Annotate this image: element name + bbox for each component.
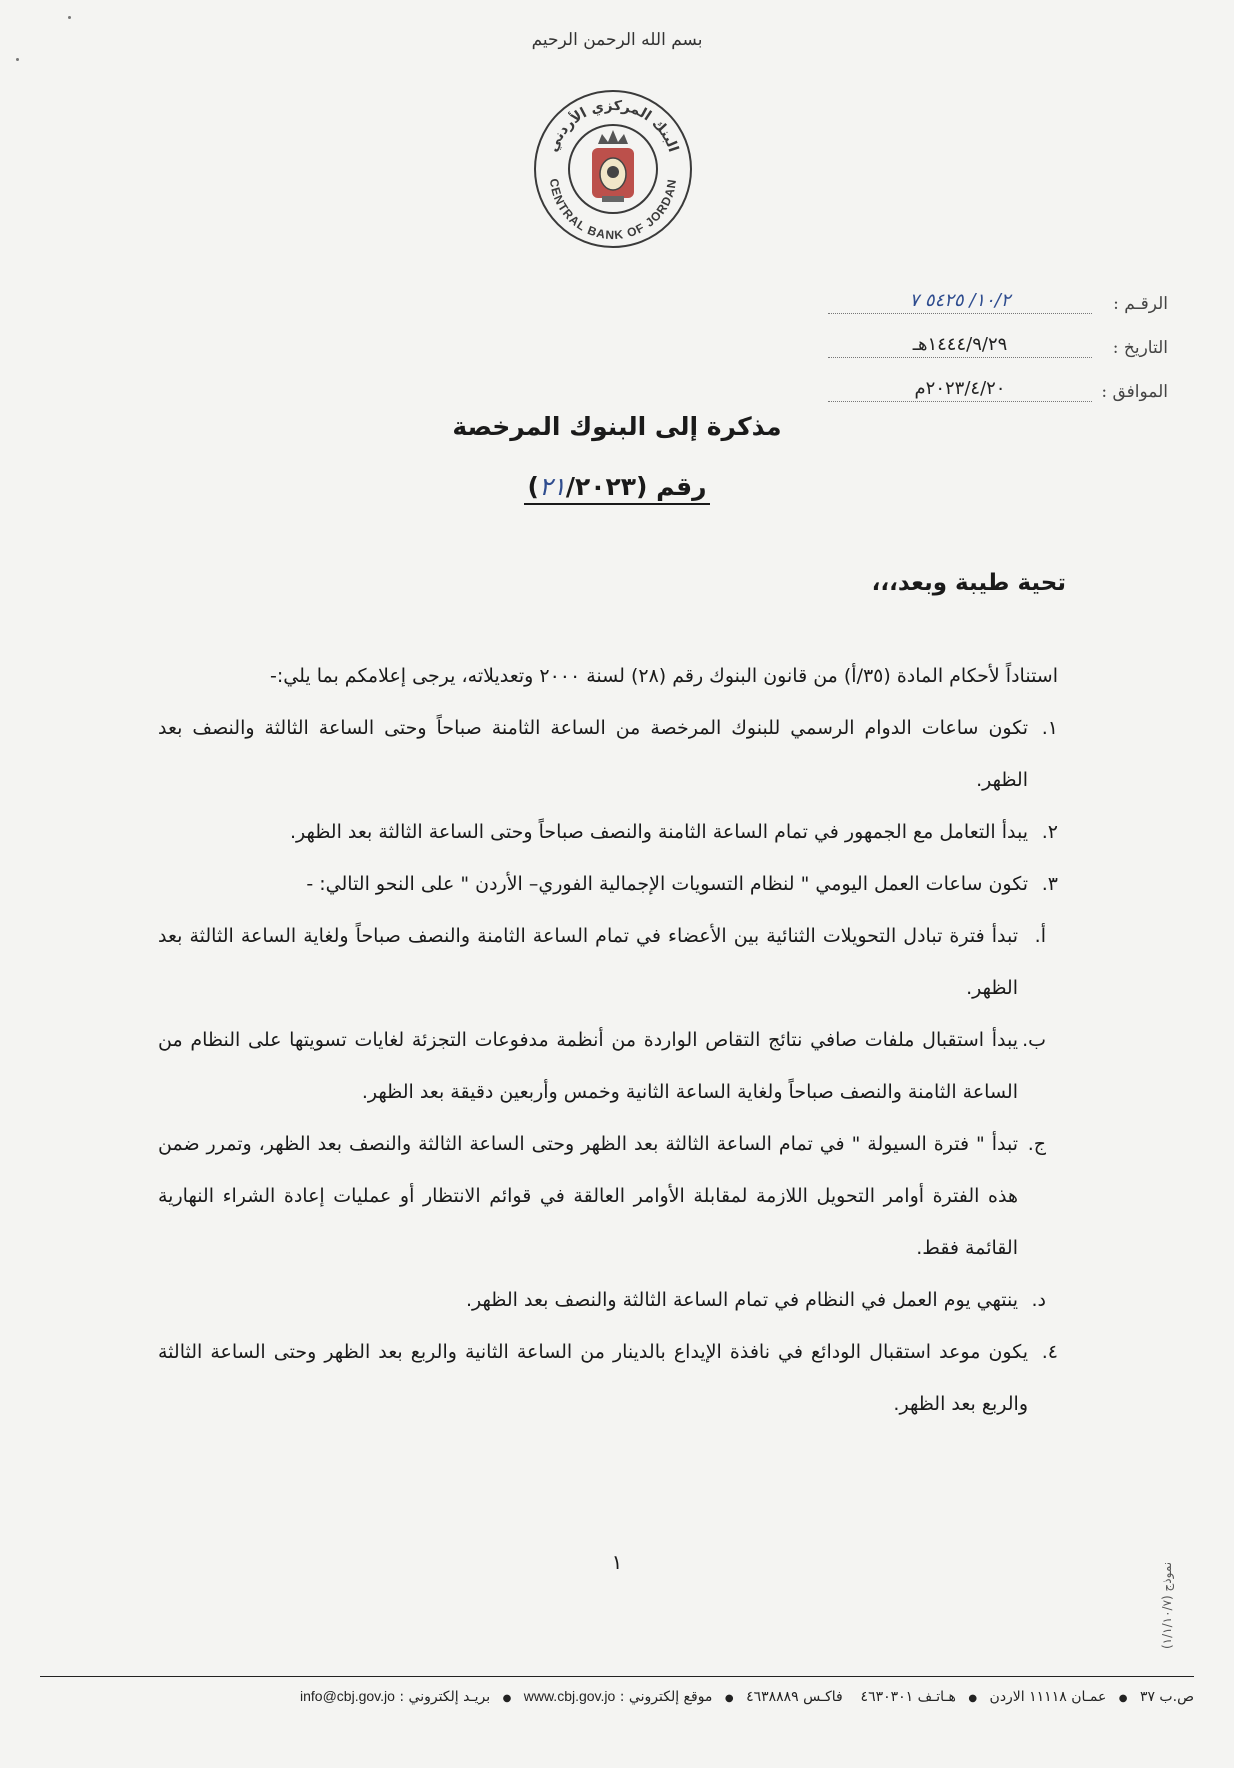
list-item-text: يبدأ التعامل مع الجمهور في تمام الساعة الثامنة والنصف صباحاً وحتى الساعة الثالثة بعد الظهر. xyxy=(289,821,1028,843)
list-item-number: ٤. xyxy=(1041,1341,1058,1363)
scan-speck xyxy=(68,16,71,19)
list-item xyxy=(158,858,1058,910)
list-item-text: تكون ساعات العمل اليومي " لنظام التسويات الإجمالية الفوري– الأردن " على النحو التالي: - xyxy=(306,873,1028,895)
footer-website-label: موقع إلكتروني : xyxy=(619,1689,713,1705)
footer-website-link[interactable]: www.cbj.gov.jo xyxy=(523,1688,616,1704)
greeting: تحية طيبة وبعد،،، xyxy=(871,570,1066,596)
hijri-date-value: ١٤٤٤/٩/٢٩هـ xyxy=(828,334,1092,358)
page-number: ١ xyxy=(611,1550,623,1574)
memo-number-handwritten: ٢١ xyxy=(538,472,566,501)
scan-speck xyxy=(16,58,19,61)
central-bank-logo xyxy=(532,88,694,250)
sub-item-letter: ب. xyxy=(1022,1029,1046,1051)
footer-divider xyxy=(40,1676,1194,1677)
sub-item-letter: أ. xyxy=(1034,925,1046,947)
reference-block xyxy=(828,270,1168,402)
intro-paragraph: استناداً لأحكام المادة (٣٥/أ) من قانون البنوك رقم (٢٨) لسنة ٢٠٠٠ وتعديلاته، يرجى إعلامكم بما يلي:- xyxy=(269,665,1058,687)
footer-fax: فاكـس ٤٦٣٨٨٨٩ xyxy=(746,1689,843,1705)
bullet-icon: ● xyxy=(1118,1693,1128,1704)
sub-list-item xyxy=(158,1118,1046,1274)
gregorian-date-label: الموافق : xyxy=(1101,382,1168,402)
list-item xyxy=(158,702,1058,806)
logo-english-text: CENTRAL BANK OF JORDAN xyxy=(546,177,680,243)
list-item-number: ٣. xyxy=(1041,873,1058,895)
sub-list-item xyxy=(158,910,1046,1014)
list-item xyxy=(158,806,1058,858)
bullet-icon: ● xyxy=(968,1693,978,1704)
bullet-icon: ● xyxy=(502,1693,512,1704)
sub-item-text: ينتهي يوم العمل في النظام في تمام الساعة الثالثة والنصف بعد الظهر. xyxy=(466,1289,1018,1311)
footer-contact xyxy=(40,1688,1194,1705)
memo-number xyxy=(0,472,1234,501)
hijri-date-row xyxy=(828,314,1168,358)
memo-number-suffix: /٢٠٢٣) xyxy=(527,472,636,501)
gregorian-date-row xyxy=(828,358,1168,402)
reference-number-value: ١٠/٢/ ٥٤٢٥ ٧ xyxy=(828,290,1092,314)
footer-city: عمـان ١١١١٨ الاردن xyxy=(989,1689,1107,1705)
hijri-date-label: التاريخ : xyxy=(1112,338,1168,358)
basmala: بسم الله الرحمن الرحيم xyxy=(531,30,703,50)
footer-po-box: ص.ب ٣٧ xyxy=(1139,1689,1194,1705)
memo-body xyxy=(158,650,1058,1430)
sub-item-letter: ج. xyxy=(1027,1133,1046,1155)
list-item-number: ٢. xyxy=(1041,821,1058,843)
logo-arabic-text: البنك المركزي الأردني xyxy=(544,97,682,155)
list-item-text: يكون موعد استقبال الودائع في نافذة الإيداع بالدينار من الساعة الثانية والربع بعد الظهر وحتى الساعة الثالثة والربع بعد الظهر. xyxy=(158,1341,1028,1415)
reference-number-row xyxy=(828,270,1168,314)
crest-icon xyxy=(592,130,634,202)
memo-number-prefix: رقم ( xyxy=(635,472,707,501)
sub-list-item xyxy=(158,1014,1046,1118)
gregorian-date-value: ٢٠٢٣/٤/٢٠م xyxy=(828,378,1092,402)
reference-number-label: الرقـم : xyxy=(1113,294,1168,314)
footer-email-link[interactable]: info@cbj.gov.jo xyxy=(300,1688,395,1704)
list-item-text: تكون ساعات الدوام الرسمي للبنوك المرخصة من الساعة الثامنة صباحاً وحتى الساعة الثالثة والنصف بعد الظهر. xyxy=(158,717,1028,791)
form-code: نموذج (١/١/١٠/٧) xyxy=(1160,1561,1174,1649)
list-item-number: ١. xyxy=(1041,717,1058,739)
sub-item-text: تبدأ " فترة السيولة " في تمام الساعة الثالثة بعد الظهر وحتى الساعة الثالثة والنصف بعد الظهر، وتمرر ضمن هذه الفترة أوامر التحويل اللازمة لمقابلة الأوامر العالقة في قوائم الانتظار أو عمليات إعادة الشراء النهارية القائمة فقط. xyxy=(158,1133,1018,1259)
footer-email-label: بريـد إلكتروني : xyxy=(399,1689,491,1705)
sub-item-letter: د. xyxy=(1031,1289,1046,1311)
list-item xyxy=(158,1326,1058,1430)
sub-item-text: تبدأ فترة تبادل التحويلات الثنائية بين الأعضاء في تمام الساعة الثامنة والنصف صباحاً ولغاية الساعة الثالثة بعد الظهر. xyxy=(158,925,1018,999)
footer-phone: هـاتـف ٤٦٣٠٣٠١ xyxy=(860,1689,956,1705)
sub-list-item xyxy=(158,1274,1046,1326)
bullet-icon: ● xyxy=(724,1693,734,1704)
sub-item-text: يبدأ استقبال ملفات صافي نتائج التقاص الواردة من أنظمة مدفوعات التجزئة لغايات تسويتها على النظام من الساعة الثامنة والنصف صباحاً ولغاية الساعة الثانية وخمس وأربعين دقيقة بعد الظهر. xyxy=(158,1029,1018,1103)
memo-title: مذكرة إلى البنوك المرخصة xyxy=(452,412,782,441)
